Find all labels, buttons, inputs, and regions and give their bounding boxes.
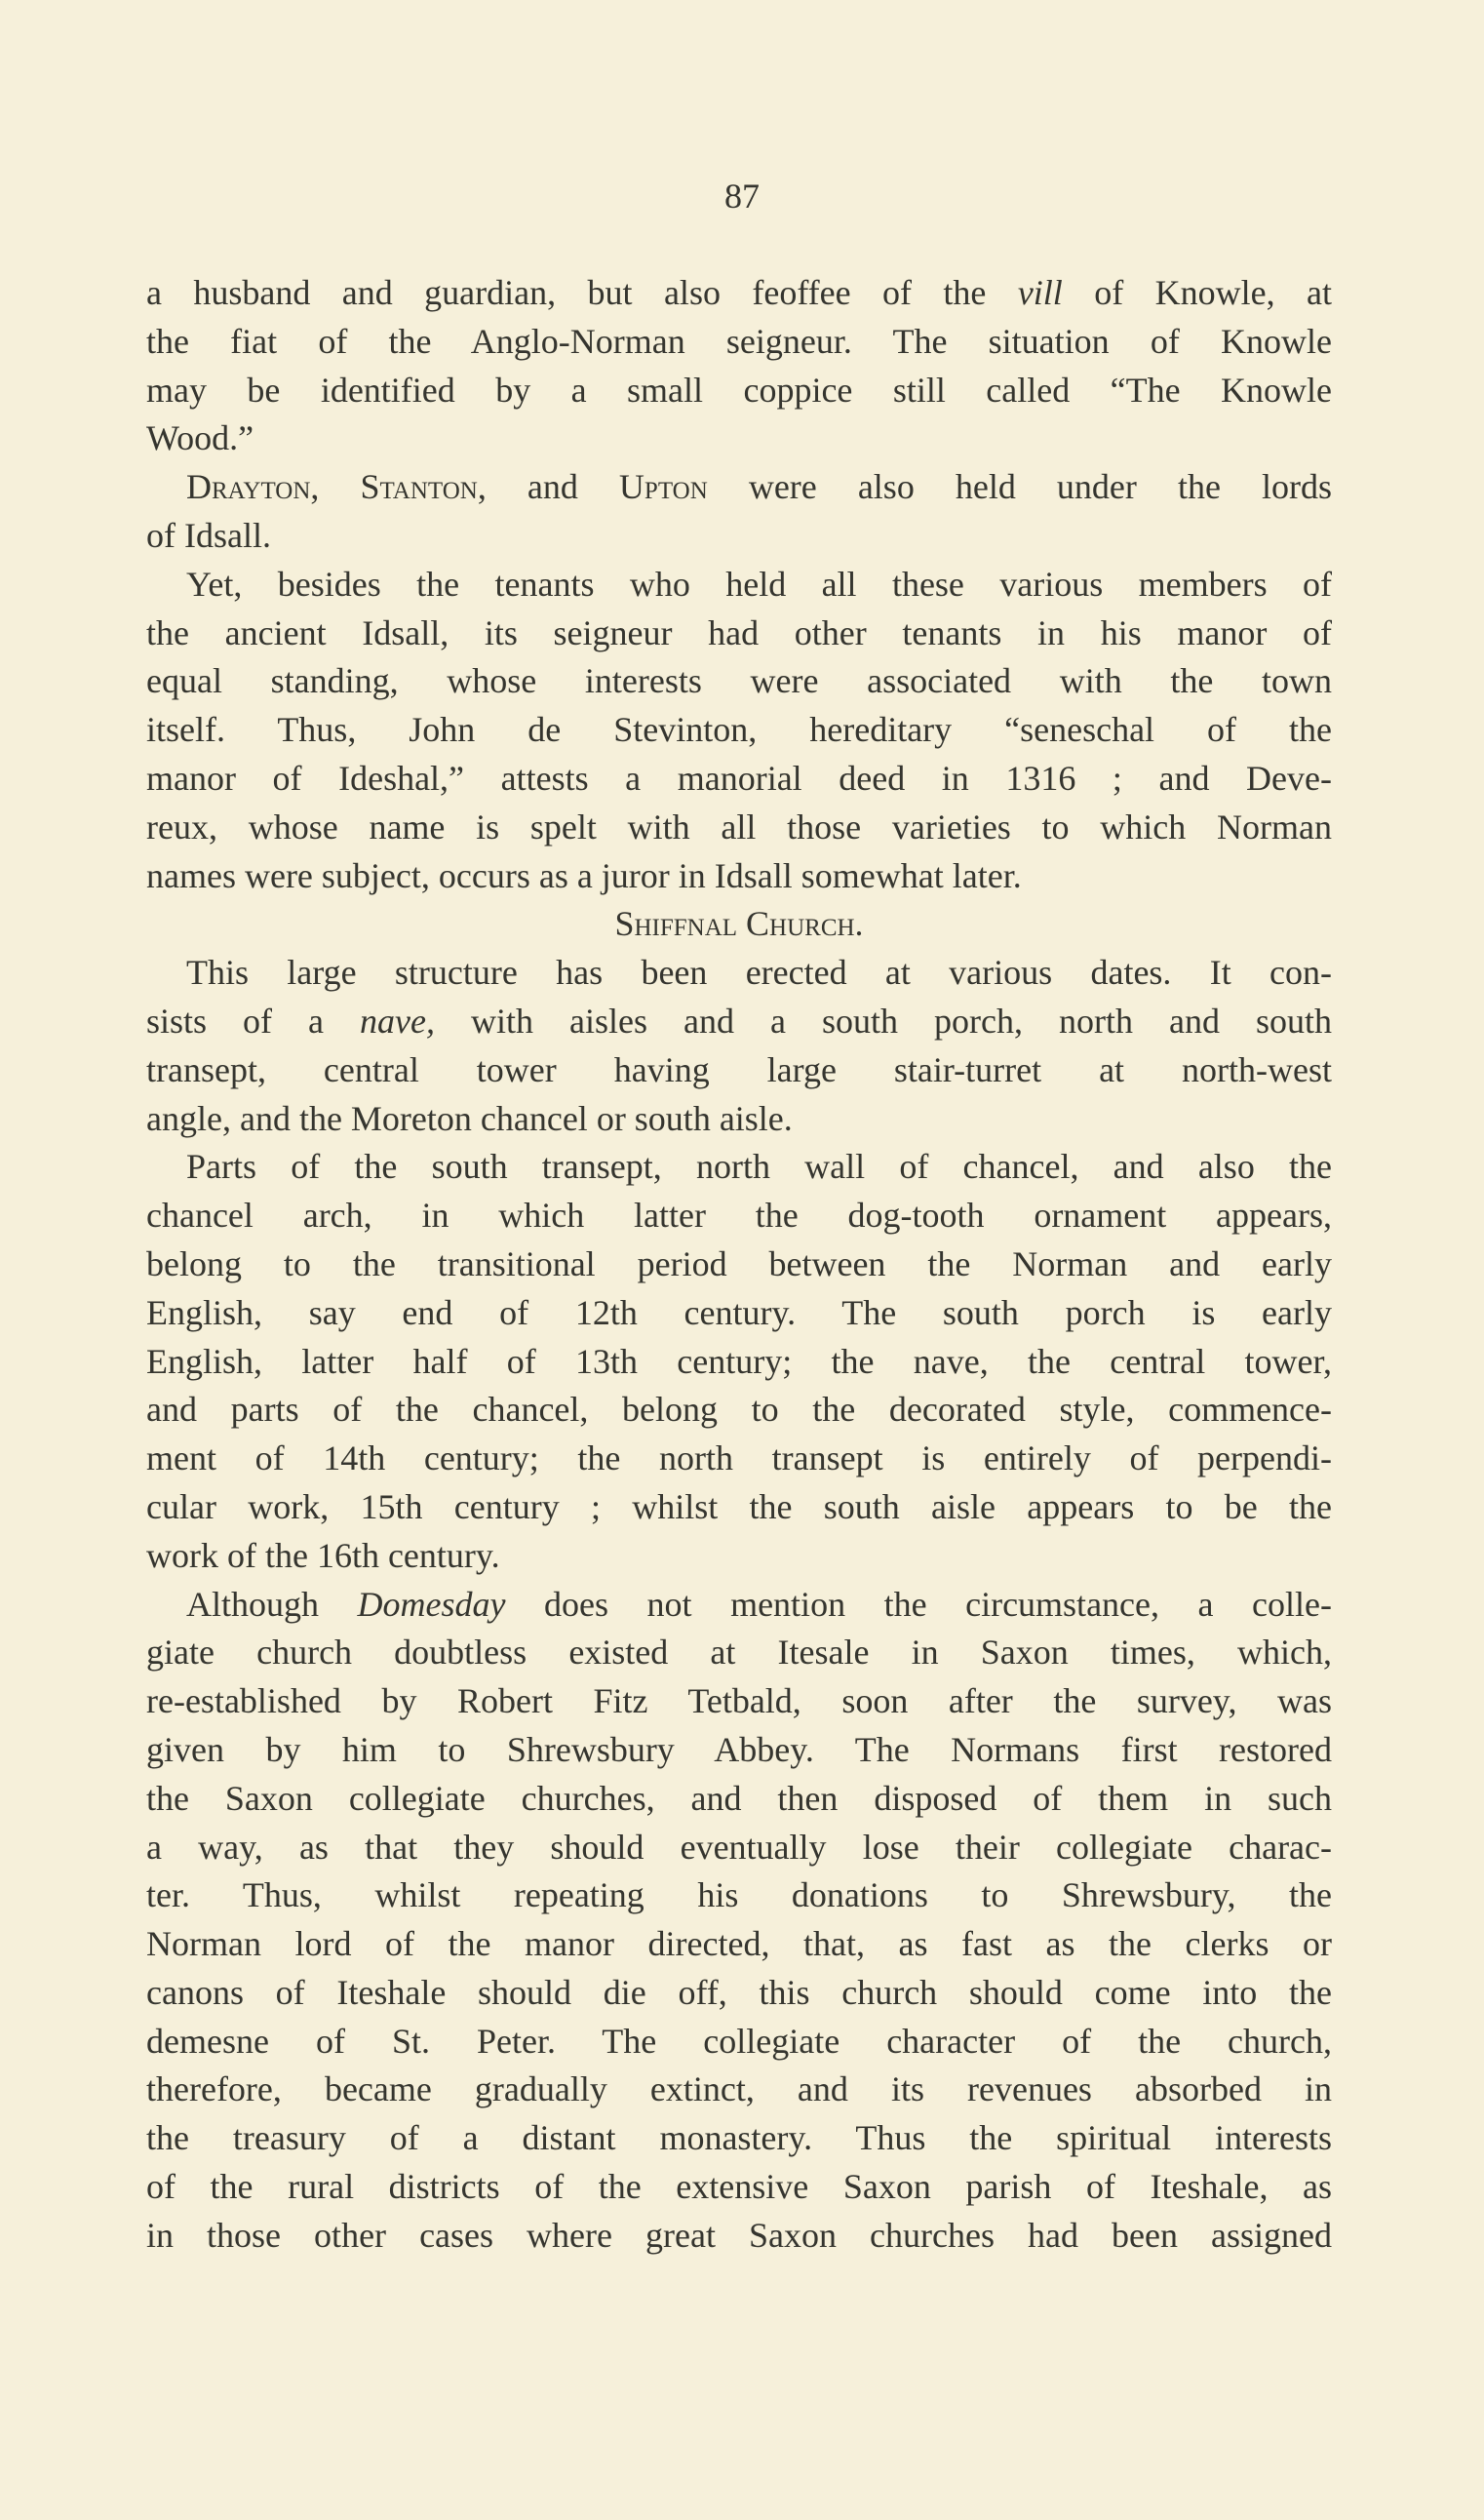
text-segment: given by him to Shrewsbury Abbey. The Normans first restored — [146, 1729, 1332, 1769]
italic-text: nave, — [360, 1001, 435, 1041]
text-line — [146, 2114, 1332, 2163]
text-line — [146, 1338, 1332, 1387]
text-segment: with aisles and a south porch, north and south — [435, 1001, 1332, 1041]
text-segment: belong to the transitional period between the Norman and early — [146, 1243, 1332, 1283]
text-line — [146, 1095, 1332, 1144]
text-line — [146, 706, 1332, 755]
text-segment: Yet, besides the tenants who held all these various members of — [186, 564, 1332, 604]
text-line — [146, 318, 1332, 367]
text-segment: may be identified by a small coppice still called “The Knowle — [146, 370, 1332, 410]
page-number: 87 — [724, 177, 760, 216]
text-segment: Norman lord of the manor directed, that, as fast as the clerks or — [146, 1924, 1332, 1964]
text-segment: a way, as that they should eventually lose their collegiate charac- — [146, 1827, 1332, 1867]
text-line — [146, 1046, 1332, 1095]
text-segment: transept, central tower having large stair-turret at north-west — [146, 1049, 1332, 1089]
text-segment: , and — [477, 467, 619, 507]
text-line — [146, 1920, 1332, 1969]
text-line — [146, 1581, 1332, 1630]
text-segment: angle, and the Moreton chancel or south aisle. — [146, 1098, 793, 1138]
text-segment: re-established by Robert Fitz Tetbald, soon after the survey, was — [146, 1681, 1332, 1721]
text-segment: the treasury of a distant monastery. Thus the spiritual interests — [146, 2118, 1332, 2158]
text-segment: demesne of St. Peter. The collegiate character of the church, — [146, 2021, 1332, 2061]
text-segment: cular work, 15th century ; whilst the south aisle appears to be the — [146, 1486, 1332, 1526]
text-segment: English, say end of 12th century. The south porch is early — [146, 1292, 1332, 1332]
text-segment: of Idsall. — [146, 515, 271, 555]
text-line — [146, 1289, 1332, 1338]
text-line — [146, 561, 1332, 610]
text-line — [146, 1726, 1332, 1775]
italic-text: vill — [1017, 273, 1063, 312]
text-segment: giate church doubtless existed at Itesale in Saxon times, which, — [146, 1633, 1332, 1673]
text-segment: were also held under the lords — [707, 467, 1332, 507]
text-segment: the fiat of the Anglo-Norman seigneur. The situation of Knowle — [146, 321, 1332, 361]
text-line — [146, 414, 1332, 463]
text-segment: canons of Iteshale should die off, this church should come into the — [146, 1972, 1332, 2012]
text-segment: chancel arch, in which latter the dog-tooth ornament appears, — [146, 1196, 1332, 1236]
text-line — [146, 367, 1332, 415]
text-line — [146, 610, 1332, 658]
text-segment: Wood.” — [146, 418, 254, 458]
text-segment: ment of 14th century; the north transept is entirely of perpendi- — [146, 1438, 1332, 1478]
text-line — [146, 463, 1332, 512]
small-caps-text: Shiffnal Church. — [614, 904, 864, 944]
text-segment: English, latter half of 13th century; the nave, the central tower, — [146, 1341, 1332, 1381]
text-segment: therefore, became gradually extinct, and its revenues absorbed in — [146, 2069, 1332, 2109]
text-segment: of the rural districts of the extensive Saxon parish of Iteshale, as — [146, 2167, 1332, 2207]
text-segment: the ancient Idsall, its seigneur had other tenants in his manor of — [146, 612, 1332, 652]
text-line — [146, 1629, 1332, 1677]
text-line — [146, 1240, 1332, 1289]
text-segment: equal standing, whose interests were associated with the town — [146, 661, 1332, 701]
text-segment: This large structure has been erected at various dates. It con- — [186, 953, 1332, 993]
text-segment: , — [310, 467, 361, 507]
text-line — [146, 657, 1332, 706]
text-line — [146, 949, 1332, 998]
text-segment: and parts of the chancel, belong to the decorated style, commence- — [146, 1390, 1332, 1430]
text-line — [146, 269, 1332, 318]
text-segment: in those other cases where great Saxon churches had been assigned — [146, 2215, 1332, 2255]
text-line — [146, 804, 1332, 852]
text-line — [146, 2018, 1332, 2067]
text-line — [146, 1435, 1332, 1483]
text-line — [146, 2066, 1332, 2114]
text-line — [146, 1775, 1332, 1824]
section-heading — [146, 900, 1332, 949]
text-line — [146, 1386, 1332, 1435]
text-segment: sists of a — [146, 1001, 361, 1041]
text-line — [146, 755, 1332, 804]
small-caps-text: Drayton — [186, 467, 311, 507]
small-caps-text: Stanton — [360, 467, 478, 507]
text-segment: work of the 16th century. — [146, 1535, 500, 1575]
text-segment: names were subject, occurs as a juror in Idsall somewhat later. — [146, 855, 1022, 895]
text-line — [146, 512, 1332, 561]
text-segment: manor of Ideshal,” attests a manorial deed in 1316 ; and Deve- — [146, 758, 1332, 798]
text-segment: does not mention the circumstance, a colle- — [505, 1584, 1332, 1624]
text-segment: itself. Thus, John de Stevinton, hereditary “seneschal of the — [146, 710, 1332, 750]
text-segment: a husband and guardian, but also feoffee of the — [146, 273, 1018, 312]
small-caps-text: Upton — [618, 467, 708, 507]
text-line — [146, 1677, 1332, 1726]
text-line — [146, 1532, 1332, 1581]
text-line — [146, 1192, 1332, 1240]
text-segment: ter. Thus, whilst repeating his donations to Shrewsbury, the — [146, 1875, 1332, 1915]
text-line — [146, 852, 1332, 901]
italic-text: Domesday — [357, 1584, 506, 1624]
text-line — [146, 2163, 1332, 2212]
text-segment: of Knowle, at — [1062, 273, 1332, 312]
text-line — [146, 1969, 1332, 2018]
text-segment: the Saxon collegiate churches, and then disposed of them in such — [146, 1778, 1332, 1818]
text-line — [146, 2212, 1332, 2261]
text-line — [146, 1143, 1332, 1192]
text-line — [146, 1871, 1332, 1920]
text-line — [146, 998, 1332, 1046]
text-segment: Although — [186, 1584, 358, 1624]
text-segment: Parts of the south transept, north wall of chancel, and also the — [186, 1147, 1332, 1187]
text-line — [146, 1824, 1332, 1872]
text-line — [146, 1483, 1332, 1532]
text-segment: reux, whose name is spelt with all those varieties to which Norman — [146, 807, 1332, 847]
page-body-text — [146, 269, 1332, 2261]
